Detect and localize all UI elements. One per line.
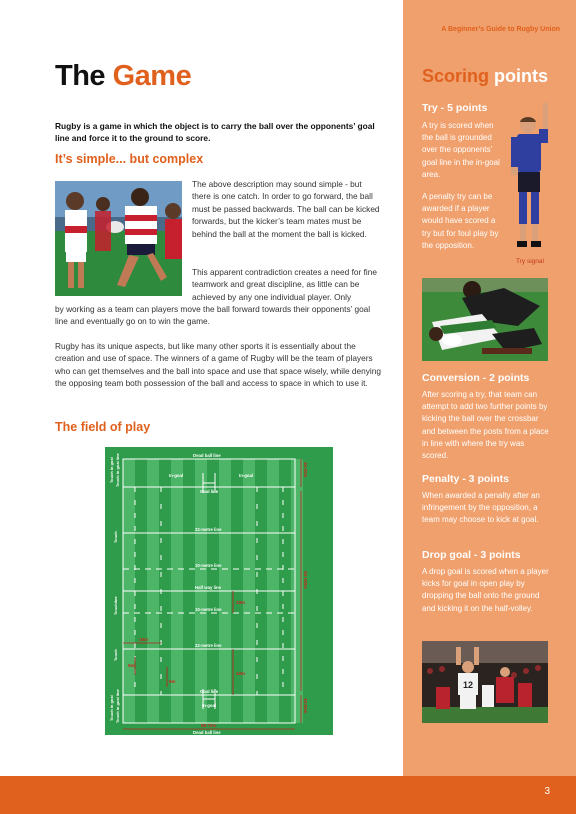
dead-ball-line-top: Dead ball line xyxy=(193,453,221,458)
in-goal-depth-bottom: 10-22m xyxy=(303,698,308,714)
touch-in-goal-line-b: Touch in goal line xyxy=(115,689,120,723)
title-word-2: Game xyxy=(112,60,192,92)
touch-a: Touch xyxy=(113,531,118,543)
m22-line-bottom: 22-metre line xyxy=(195,643,222,648)
m10-line-top: 10-metre line xyxy=(195,563,222,568)
sidebar-title xyxy=(422,66,548,87)
drop-goal-text: A drop goal is scored when a player kicks for goal in open play by dropping the ball onto the ground and kicking it on the half-volley. xyxy=(422,567,549,613)
rugby-action-photo xyxy=(55,181,182,296)
penalty-text: When awarded a penalty after an infringement by the opposition, a team may choose to kick at goal. xyxy=(422,491,540,525)
goal-line-top: Goal line xyxy=(200,489,219,494)
try-text: A try is scored when the ball is grounded over the opponents’ goal line in the in-goal area. xyxy=(422,121,500,179)
width-label: 68-70m xyxy=(201,723,217,728)
penalty-try-text: A penalty try can be awarded if a player would have scored a try but for foul play by the opposition. xyxy=(422,192,499,250)
field-heading: The field of play xyxy=(55,420,151,434)
in-goal-bottom: In-goal xyxy=(202,703,217,708)
rugby-field-diagram xyxy=(105,447,333,735)
intro-paragraph: Rugby is a game in which the object is to carry the ball over the opponents’ goal line and force it to the ground to score. xyxy=(55,121,375,143)
dim-10m: 10m xyxy=(236,600,246,605)
try-photo xyxy=(422,278,548,361)
svg-text:12: 12 xyxy=(463,680,474,690)
page-footer xyxy=(0,776,576,814)
dim-22m: 22m xyxy=(236,671,246,676)
running-title: A Beginner’s Guide to Rugby Union xyxy=(441,26,560,33)
m10-line-bottom: 10-metre line xyxy=(195,607,222,612)
title-word-1: The xyxy=(55,60,106,92)
lineout-photo xyxy=(422,641,548,723)
sidebar-title-word-1: Scoring xyxy=(422,66,490,86)
page-title xyxy=(55,60,191,93)
subheading-simple: It’s simple... but complex xyxy=(55,152,204,166)
half-way-line: Half way line xyxy=(195,585,222,590)
page-number: 3 xyxy=(544,786,550,797)
conversion-heading: Conversion - 2 points xyxy=(422,372,530,384)
penalty-heading: Penalty - 3 points xyxy=(422,473,509,485)
touch-in-goal-b: Touch in goal xyxy=(109,695,114,721)
paragraph-contradiction-rest: by working as a team can players move the ball forward towards their opponents’ goal line and eventually go on to win the game. xyxy=(55,304,371,327)
m22-line-top: 22-metre line xyxy=(195,527,222,532)
referee-figure xyxy=(506,103,552,255)
touch-in-goal-a: Touch in goal xyxy=(109,457,114,483)
in-goal-right: In-goal xyxy=(239,473,254,478)
dead-ball-line-bottom: Dead ball line xyxy=(193,730,221,735)
conversion-text: After scoring a try, that team can attempt to add two further points by kicking the ball over the crossbar and between the posts from a place in line with where the try was scored. xyxy=(422,390,549,461)
paragraph-description: The above description may sound simple - but there is one catch. In order to go forward, the ball must be passed backwards. The ball can be kicked forwards, but the kicker’s team mates must be behind the ball at the moment the ball is kicked. xyxy=(192,179,380,239)
in-goal-depth-top: 10-22m xyxy=(303,462,308,478)
touch-in-goal-line-a: Touch in goal line xyxy=(115,453,120,487)
length-label: 94-100m xyxy=(303,571,308,590)
dim-5m-b: 5m xyxy=(169,679,176,684)
dim-15m: 15m xyxy=(139,637,149,642)
paragraph-space: Rugby has its unique aspects, but like many other sports it is essentially about the creation and use of space. The winners of a game of Rugby will be the team of players who can get themselves and the ball into space and use that space wisely, while denying the opposing team both possession of the ball and access to space in which to use it. xyxy=(55,341,381,389)
touchline-label: Touchline xyxy=(113,596,118,615)
dim-5m-a: 5m xyxy=(128,663,135,668)
try-signal-caption: Try signal xyxy=(516,258,544,265)
try-heading: Try - 5 points xyxy=(422,102,488,114)
sidebar-title-word-2: points xyxy=(494,66,549,86)
drop-goal-heading: Drop goal - 3 points xyxy=(422,549,521,561)
in-goal-left: In-goal xyxy=(169,473,184,478)
touch-b: Touch xyxy=(113,649,118,661)
goal-line-bottom: Goal line xyxy=(200,689,219,694)
paragraph-contradiction-top: This apparent contradiction creates a need for fine teamwork and great discipline, as little can be achieved by any one individual player. Only xyxy=(192,267,377,302)
